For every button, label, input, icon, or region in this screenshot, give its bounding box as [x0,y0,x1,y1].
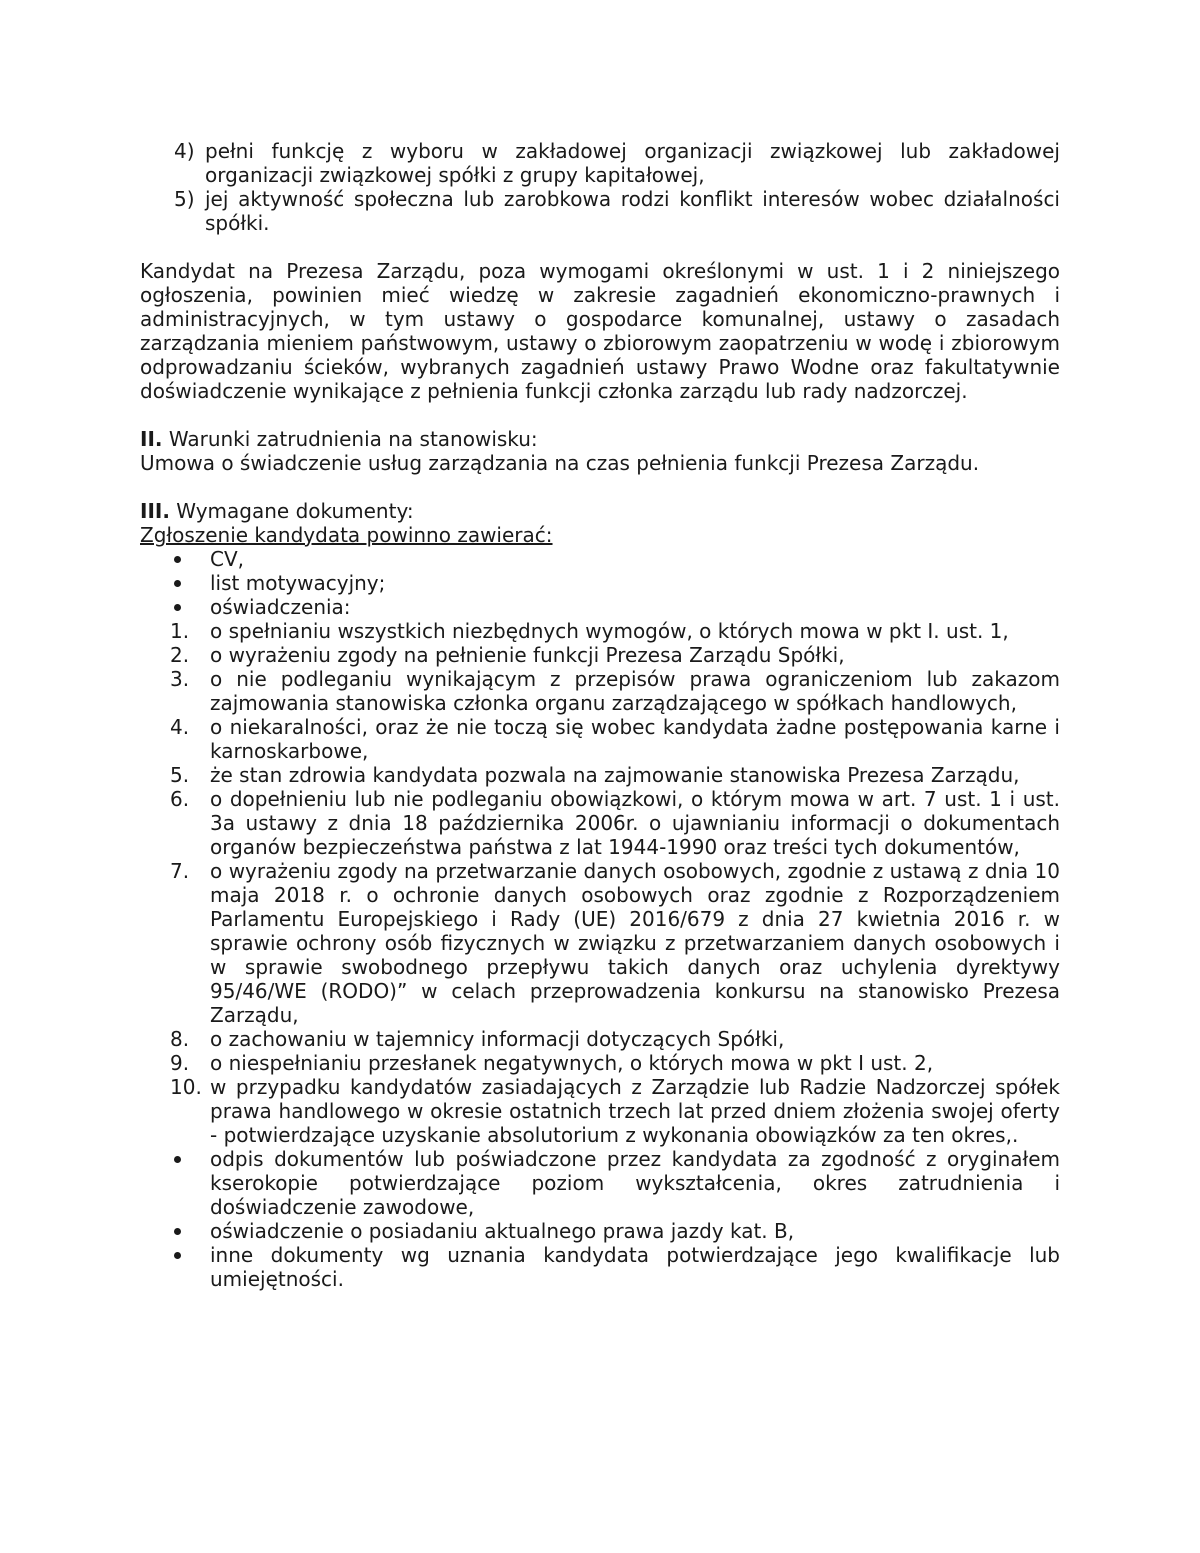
requirements-list-continued [140,139,1060,235]
section-3-numeral: III. [140,499,170,523]
statements-list [140,619,1060,1147]
required-documents-list [140,547,1060,1291]
list-item-number: 10. [170,1075,202,1099]
list-item-number: 4) [174,139,195,163]
list-item [140,547,1060,571]
list-item-text: o spełnianiu wszystkich niezbędnych wymogów, o których mowa w pkt I. ust. 1, [210,619,1009,643]
list-item-text: oświadczenie o posiadaniu aktualnego prawa jazdy kat. B, [210,1219,795,1243]
list-item-text: pełni funkcję z wyboru w zakładowej organizacji związkowej lub zakładowej organizacji związkowej spółki z grupy kapitałowej, [205,139,1060,187]
list-item-number: 1. [170,619,190,643]
list-item-number: 6. [170,787,190,811]
document-page [140,139,1060,1291]
spacer [140,403,1060,427]
candidate-knowledge-paragraph: Kandydat na Prezesa Zarządu, poza wymogami określonymi w ust. 1 i 2 niniejszego ogłoszenia, powinien mieć wiedzę w zakresie zagadnień ekonomiczno-prawnych i administracyjnych, w tym ustawy o gospodarce komunalnej, ustawy o zasadach zarządzania mieniem państwowym, ustawy o zbiorowym zaopatrzeniu w wodę i zbiorowym odprowadzaniu ścieków, wybranych zagadnień ustawy Prawo Wodne oraz fakultatywnie doświadczenie wynikające z pełnienia funkcji członka zarządu lub rady nadzorczej. [140,259,1060,403]
list-item-text: oświadczenia: [210,595,351,619]
list-item [140,667,1060,715]
list-item [140,1243,1060,1291]
list-item-text: CV, [210,547,245,571]
list-item [140,619,1060,643]
spacer [140,235,1060,259]
bullet-icon [140,547,210,571]
section-2-title: Warunki zatrudnienia na stanowisku: [162,427,538,451]
list-item-text: inne dokumenty wg uznania kandydata potwierdzające jego kwalifikacje lub umiejętności. [210,1243,1060,1291]
list-item [140,139,1060,187]
list-item [140,643,1060,667]
list-item [140,1219,1060,1243]
list-item [140,715,1060,763]
list-item [140,1147,1060,1219]
list-item-number: 7. [170,859,190,883]
employment-terms-text: Umowa o świadczenie usług zarządzania na czas pełnienia funkcji Prezesa Zarządu. [140,451,980,475]
bullet-icon [140,1243,210,1291]
list-item [140,1075,1060,1147]
list-item-text: o dopełnieniu lub nie podleganiu obowiązkowi, o którym mowa w art. 7 ust. 1 i ust. 3a ustawy z dnia 18 października 2006r. o ujawnianiu informacji o dokumentach organów bezpieczeństwa państwa z lat 1944-1990 oraz treści tych dokumentów, [210,787,1060,859]
list-item [140,763,1060,787]
bullet-icon [140,595,210,619]
list-item-number: 2. [170,643,190,667]
bullet-icon [140,1147,210,1219]
list-item-text: o wyrażeniu zgody na przetwarzanie danych osobowych, zgodnie z ustawą z dnia 10 maja 2018 r. o ochronie danych osobowych oraz zgodnie z Rozporządzeniem Parlamentu Europejskiego i Rady (UE) 2016/679 z dnia 27 kwietnia 2016 r. w sprawie ochrony osób fizycznych w związku z przetwarzaniem danych osobowych i w sprawie swobodnego przepływu takich danych oraz uchylenia dyrektywy 95/46/WE (RODO)” w celach przeprowadzenia konkursu na stanowisko Prezesa Zarządu, [210,859,1060,1027]
list-item-text: o zachowaniu w tajemnicy informacji dotyczących Spółki, [210,1027,785,1051]
list-item [140,859,1060,1027]
list-item-text: o niespełnianiu przesłanek negatywnych, o których mowa w pkt I ust. 2, [210,1051,934,1075]
section-3-heading [140,499,1060,523]
section-2-numeral: II. [140,427,163,451]
spacer [140,475,1060,499]
application-contents-intro: Zgłoszenie kandydata powinno zawierać: [140,523,553,547]
list-item-text: że stan zdrowia kandydata pozwala na zajmowanie stanowiska Prezesa Zarządu, [210,763,1020,787]
list-item [140,787,1060,859]
list-item [140,595,1060,619]
list-item-text: list motywacyjny; [210,571,386,595]
bullet-icon [140,571,210,595]
section-3-title: Wymagane dokumenty: [169,499,414,523]
list-item-number: 5) [174,187,195,211]
list-item-number: 3. [170,667,190,691]
list-item-text: o nie podleganiu wynikającym z przepisów prawa ograniczeniom lub zakazom zajmowania stanowiska członka organu zarządzającego w spółkach handlowych, [210,667,1060,715]
section-2-heading [140,427,1060,451]
bullet-icon [140,1219,210,1243]
list-item [140,571,1060,595]
list-item-number: 9. [170,1051,190,1075]
list-item-text: jej aktywność społeczna lub zarobkowa rodzi konflikt interesów wobec działalności spółki. [205,187,1060,235]
list-item [140,1027,1060,1051]
list-item-number: 8. [170,1027,190,1051]
list-item-text: w przypadku kandydatów zasiadających z Zarządzie lub Radzie Nadzorczej spółek prawa handlowego w okresie ostatnich trzech lat przed dniem złożenia swojej oferty - potwierdzające uzyskanie absolutorium z wykonania obowiązków za ten okres,. [210,1075,1060,1147]
list-item [140,187,1060,235]
list-item [140,1051,1060,1075]
list-item-text: odpis dokumentów lub poświadczone przez kandydata za zgodność z oryginałem kserokopie potwierdzające poziom wykształcenia, okres zatrudnienia i doświadczenie zawodowe, [210,1147,1060,1219]
list-item-number: 5. [170,763,190,787]
list-item-number: 4. [170,715,190,739]
list-item-text: o wyrażeniu zgody na pełnienie funkcji Prezesa Zarządu Spółki, [210,643,845,667]
list-item-text: o niekaralności, oraz że nie toczą się wobec kandydata żadne postępowania karne i karnoskarbowe, [210,715,1060,763]
